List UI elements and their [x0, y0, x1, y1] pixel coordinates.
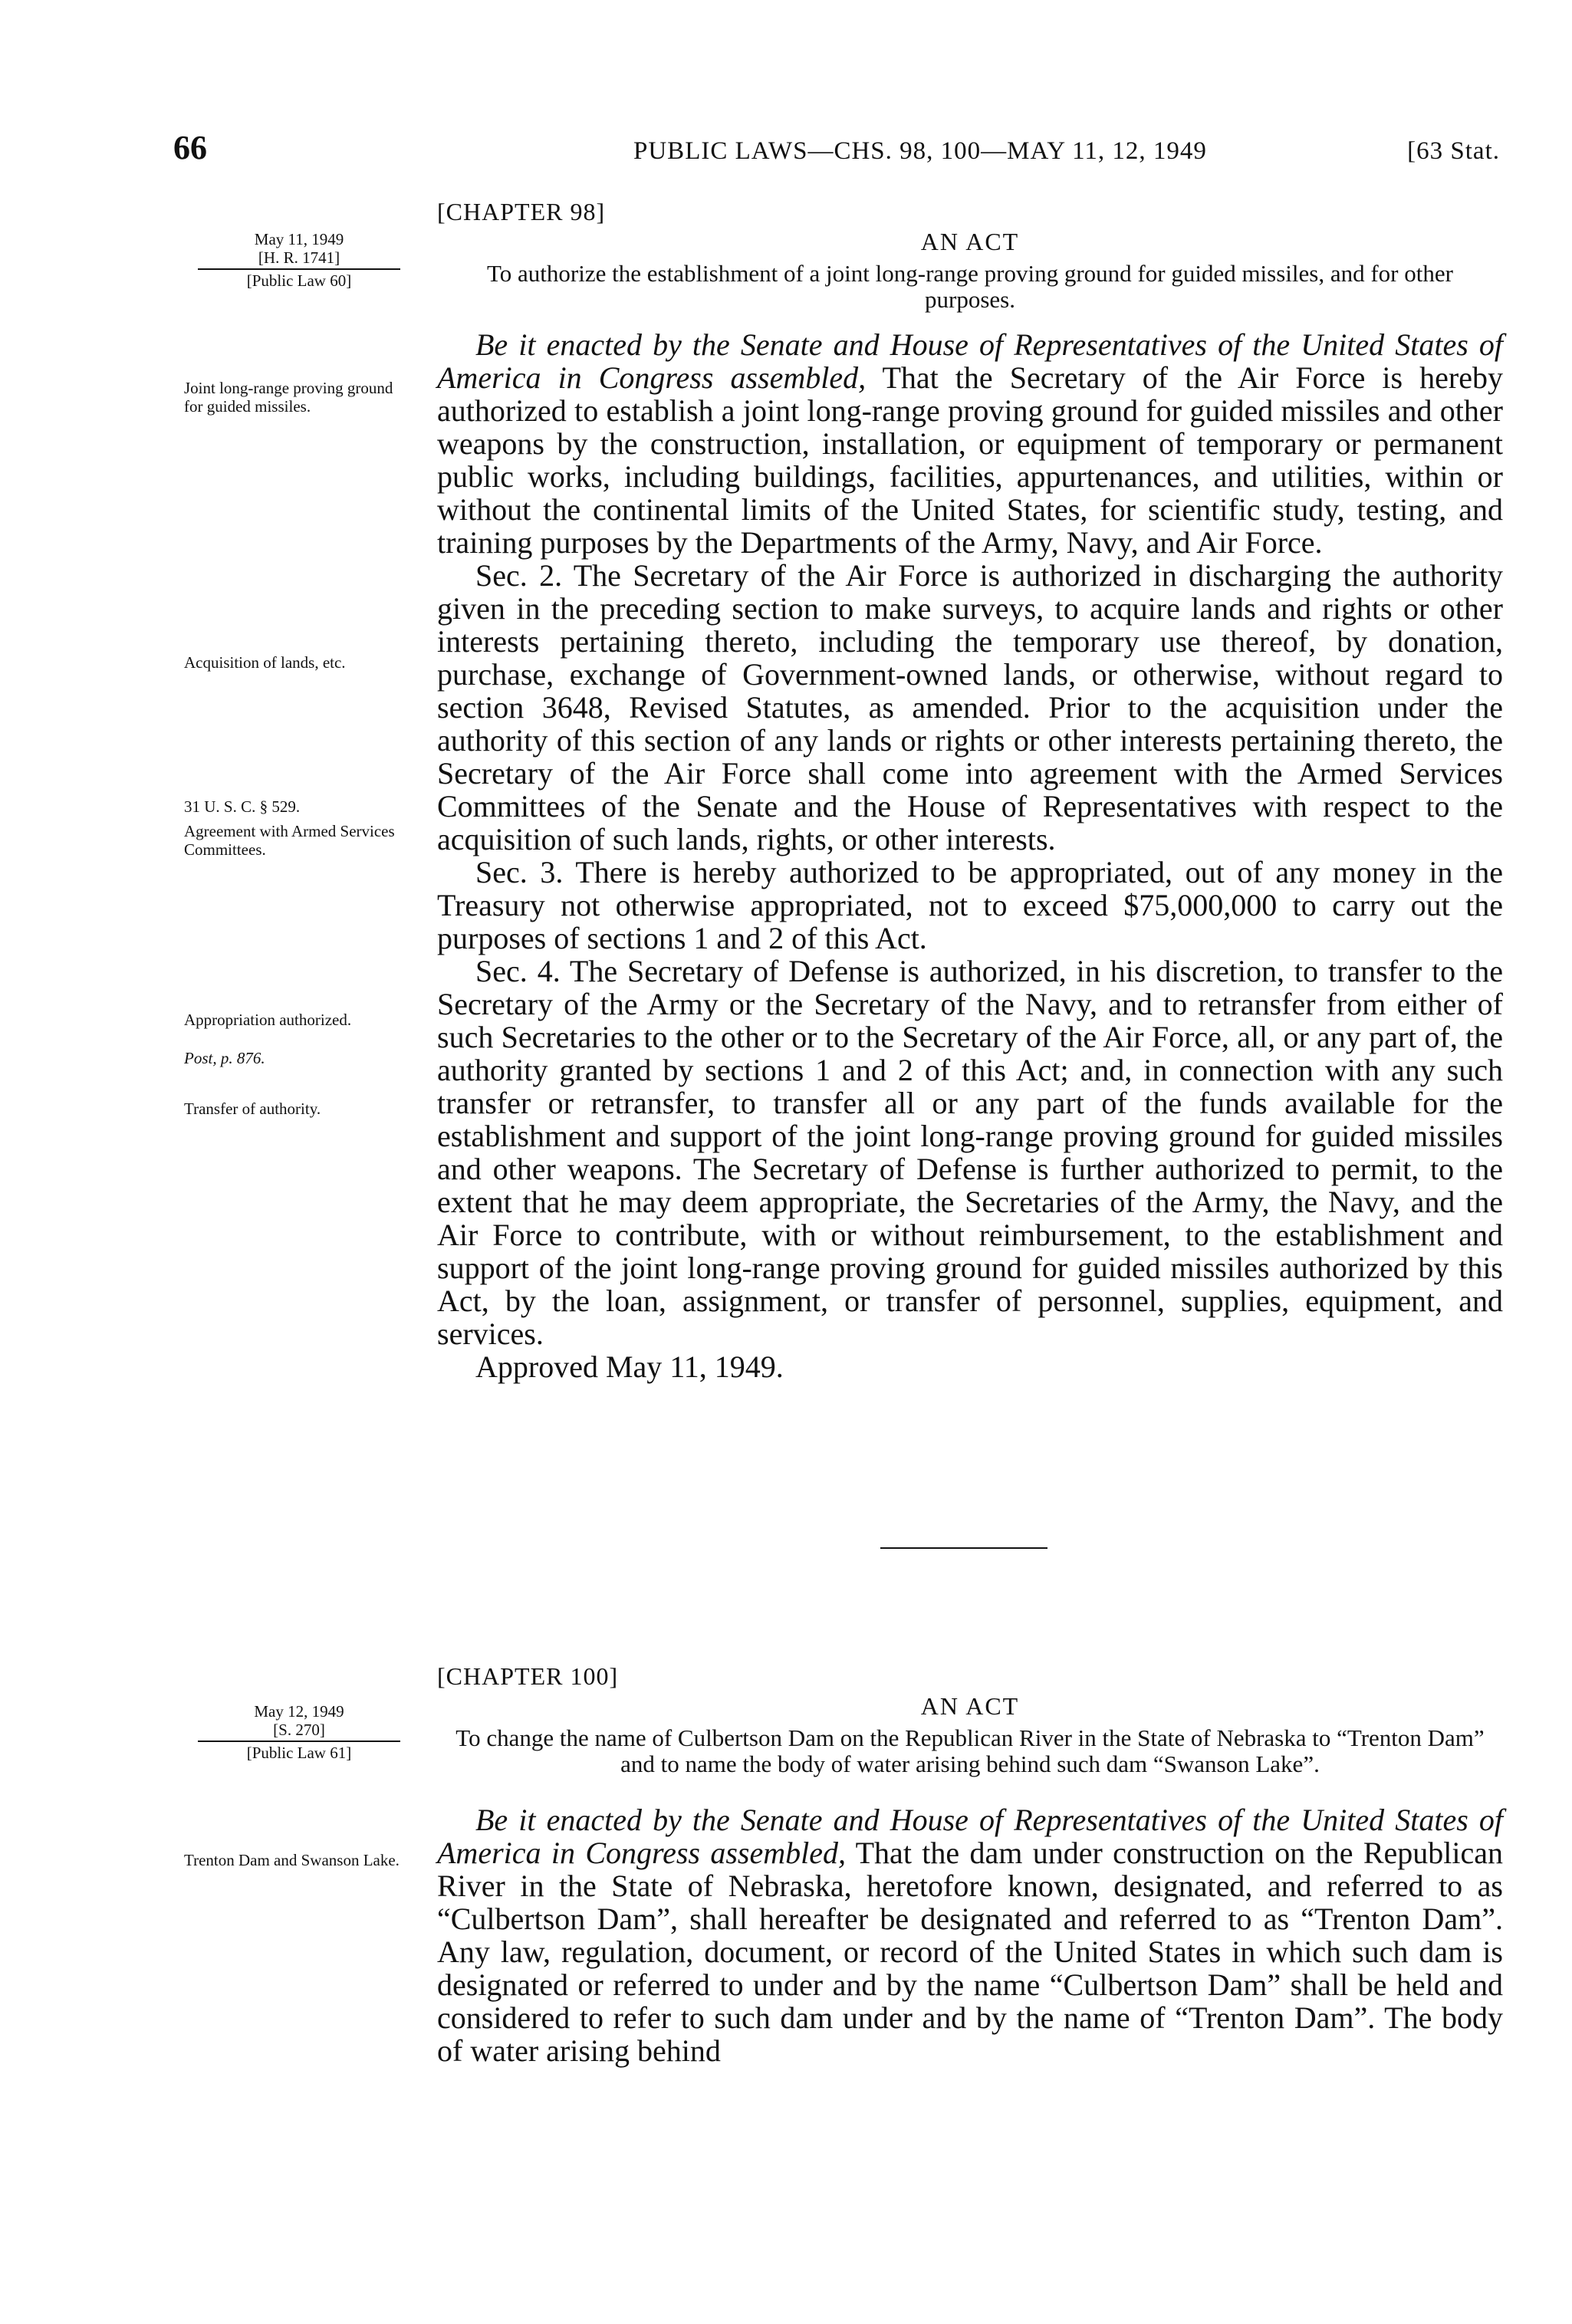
ch98-section-1: [437, 328, 1503, 559]
ch98-margin-citation: [184, 230, 414, 290]
ch98-section-1-text: That the Secretary of the Air Force is hereby authorized to establish a joint long-range proving ground for guided missiles and other weapons by the construction, installation, or equipment of temporary or permanent public works, including buildings, facilities, appurtenances, and utilities, within or without the continental limits of the United States, for scientific study, testing, and training purposes by the Departments of the Army, Navy, and Air Force.: [437, 360, 1503, 560]
ch98-section-4-text: The Secretary of Defense is authorized, in his discretion, to transfer to the Secretary of the Army or the Secretary of the Navy, and to retransfer from either of such Secretaries to the other or to the Secretary of the Air Force, all, or any part of, the authority granted by sections 1 and 2 of this Act; and, in connection with any such transfer or retransfer, to transfer all or any part of the funds available for the establishment and support of the joint long-range proving ground for guided missiles and other weapons. The Secretary of Defense is further authorized to permit, to the extent that he may deem appropriate, the Secretaries of the Army, the Navy, and the Air Force to contribute, with or without reimbursement, to the establishment and support of the joint long-range proving ground for guided missiles authorized by this Act, by the loan, assignment, or transfer of personnel, supplies, equipment, and services.: [437, 954, 1503, 1351]
page-number: 66: [173, 129, 207, 166]
margin-note-appropriation: Appropriation authorized.: [184, 1011, 352, 1029]
ch100-chapter-label: [CHAPTER 100]: [437, 1662, 619, 1690]
chapter-100: [437, 1662, 1503, 2067]
ch98-citation-rule: [198, 268, 400, 270]
margin-note-post-reference: Post, p. 876.: [184, 1049, 265, 1067]
ch98-approved-date: Approved May 11, 1949.: [475, 1349, 784, 1384]
ch100-section-1: [437, 1803, 1503, 2067]
running-header: [173, 129, 1500, 170]
ch98-bill-number: [H. R. 1741]: [258, 248, 340, 267]
ch98-section-3-label: Sec. 3.: [475, 855, 564, 889]
ch98-chapter-label: [CHAPTER 98]: [437, 198, 606, 225]
ch100-body: [437, 1803, 1503, 2067]
ch100-bill-number: [S. 270]: [273, 1721, 325, 1739]
margin-note-acquisition: Acquisition of lands, etc.: [184, 653, 346, 672]
ch98-section-3-text: There is hereby authorized to be appropriated, out of any money in the Treasury not otherwise appropriated, not to exceed $75,000,000 to carry out the purposes of sections 1 and 2 of this Act.: [437, 855, 1503, 955]
ch98-section-4-label: Sec. 4.: [475, 954, 561, 988]
ch98-section-2-label: Sec. 2.: [475, 558, 563, 593]
ch100-date: May 12, 1949: [254, 1702, 344, 1721]
ch100-section-1-text: That the dam under construction on the Republican River in the State of Nebraska, heretofore known, designated, and referred to as “Culbertson Dam”, shall hereafter be designated and referred to as “Trenton Dam”. Any law, regulation, document, or record of the United States in which such dam is designated or referred to under and by the name “Culbertson Dam” shall be held and considered to refer to such dam under and by the name of “Trenton Dam”. The body of water arising behind: [437, 1836, 1503, 2068]
margin-note-proving-ground: Joint long-range proving ground for guided missiles.: [184, 379, 393, 416]
ch100-act-heading: AN ACT: [920, 1692, 1020, 1720]
ch98-date: May 11, 1949: [254, 230, 344, 248]
ch98-purpose: To authorize the establishment of a joint long-range proving ground for guided missiles, and for other purposes.: [487, 260, 1453, 313]
chapter-separator-rule: [880, 1547, 1047, 1549]
ch98-body: [437, 328, 1503, 1350]
ch98-public-law: [Public Law 60]: [246, 271, 352, 290]
ch98-section-2-text: The Secretary of the Air Force is authorized in discharging the authority given in the preceding section to make surveys, to acquire lands and rights or other interests pertaining thereto, including the temporary use thereof, by donation, purchase, exchange of Government-owned lands, or otherwise, without regard to section 3648, Revised Statutes, as amended. Prior to the acquisition under the authority of this section of any lands or rights or other interests pertaining thereto, the Secretary of the Air Force shall come into agreement with the Armed Services Committees of the Senate and the House of Representatives with respect to the acquisition of such lands, rights, or other interests.: [437, 558, 1503, 856]
ch100-public-law: [Public Law 61]: [246, 1744, 352, 1762]
ch98-section-2: [437, 559, 1503, 856]
ch100-citation-rule: [198, 1741, 400, 1742]
header-title: PUBLIC LAWS—CHS. 98, 100—MAY 11, 12, 1949: [633, 137, 1207, 165]
margin-note-trenton-dam: Trenton Dam and Swanson Lake.: [184, 1851, 400, 1869]
ch98-act-heading: AN ACT: [920, 228, 1020, 255]
ch100-margin-citation: [184, 1702, 414, 1762]
margin-note-agreement: Agreement with Armed Services Committees.: [184, 822, 395, 859]
chapter-98: [437, 198, 1503, 1383]
header-statute-reference: [63 Stat.: [1407, 137, 1500, 165]
ch98-section-4: [437, 955, 1503, 1350]
margin-note-transfer: Transfer of authority.: [184, 1100, 321, 1118]
ch98-section-3: [437, 856, 1503, 955]
ch98-enacting-clause: Be it enacted by the Senate and House of Representatives of the United States of America in Congress assembled,: [437, 327, 1503, 395]
ch100-enacting-clause: Be it enacted by the Senate and House of Representatives of the United States of America in Congress assembled,: [437, 1803, 1503, 1870]
margin-note-usc: 31 U. S. C. § 529.: [184, 797, 301, 816]
ch100-purpose: To change the name of Culbertson Dam on the Republican River in the State of Nebraska to “Trenton Dam” and to name the body of water arising behind such dam “Swanson Lake”.: [455, 1724, 1485, 1777]
